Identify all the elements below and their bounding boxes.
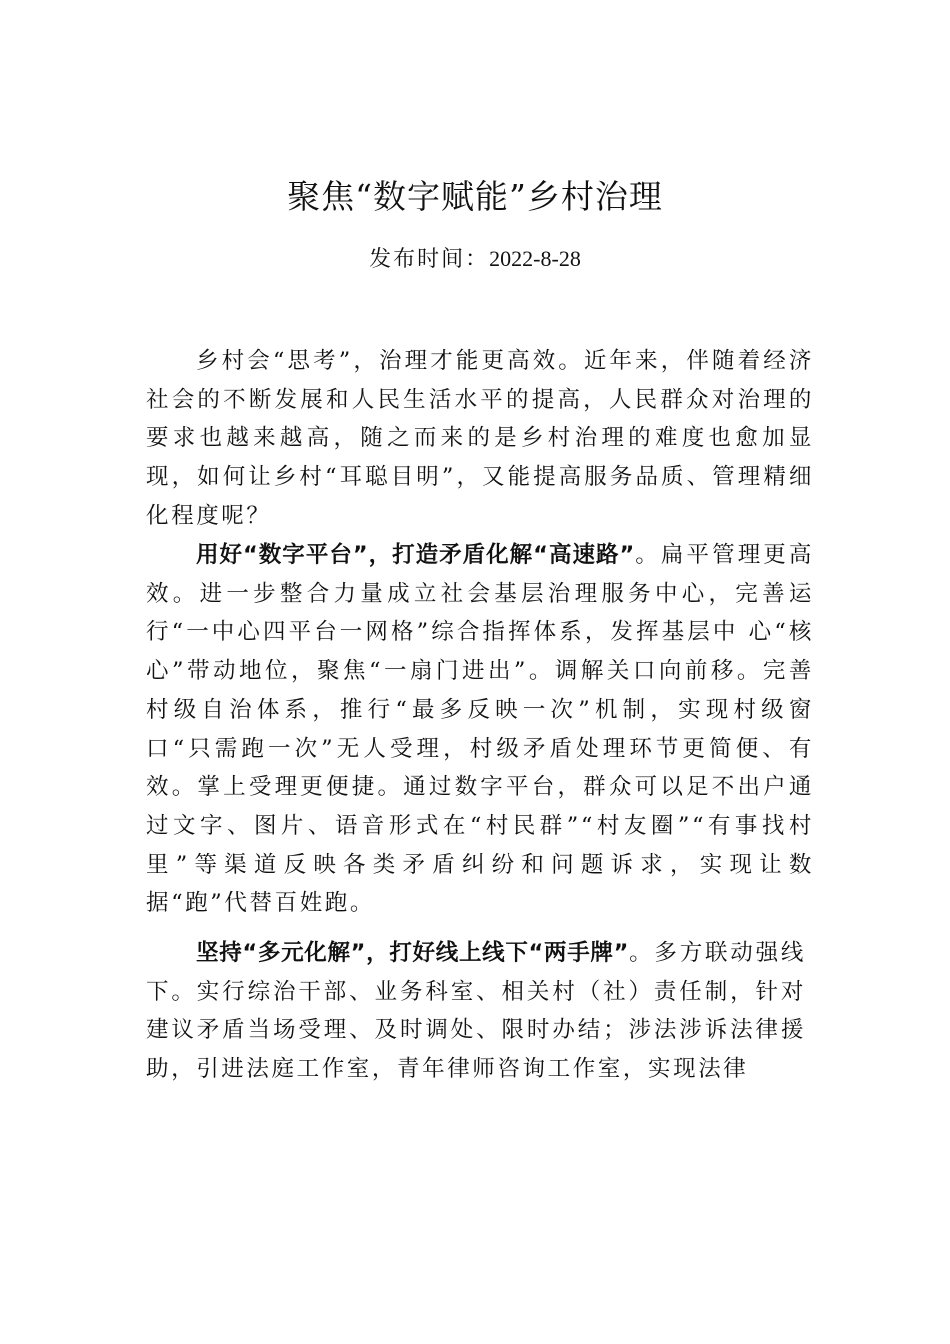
paragraph-body: 。多方联动强线下。实行综治干部、业务科室、相关村（社）责任制，针对建议矛盾当场受理、及时调处、限时办结；涉法涉诉法律援助，引进法庭工作室，青年律师咨询工作室，实现法律 <box>146 940 807 1083</box>
paragraph-body: 乡村会“思考”，治理才能更高效。近年来，伴随着经济社会的不断发展和人民生活水平的提高，人民群众对治理的要求也越来越高，随之而来的是乡村治理的难度也愈加显现，如何让乡村“耳聪目明”，又能提高服务品质、管理精细化程度呢？ <box>146 348 814 529</box>
paragraph-digital-platform <box>146 536 814 923</box>
paragraph-intro <box>146 342 814 536</box>
paragraph-body: 。扁平管理更高效。进一步整合力量成立社会基层治理服务中心，完善运行“一中心四平台一网格”综合指挥体系，发挥基层中 心“核心”带动地位，聚焦“一扇门进出”。调解关口向前移。完善村级自治体系，推行“最多反映一次”机制，实现村级窗口“只需跑一次”无人受理，村级矛盾处理环节更简便、有效。掌上受理更便捷。通过数字平台，群众可以足不出户通过文字、图片、语音形式在“村民群”“村友圈”“有事找村里”等渠道反映各类矛盾纠纷和问题诉求，实现让数据“跑”代替百姓跑。 <box>146 542 815 917</box>
publish-date-label: 发布时间： <box>369 247 490 272</box>
publish-date-value: 2022-8-28 <box>489 246 581 271</box>
paragraph-diversified-resolution <box>146 934 806 1089</box>
article-title: 聚焦“数字赋能”乡村治理 <box>287 177 663 216</box>
paragraph-lead-heading: 用好“数字平台”，打造矛盾化解“高速路” <box>196 542 635 568</box>
publish-date <box>0 243 950 276</box>
paragraph-lead-heading: 坚持“多元化解”，打好线上线下“两手牌” <box>196 940 629 966</box>
